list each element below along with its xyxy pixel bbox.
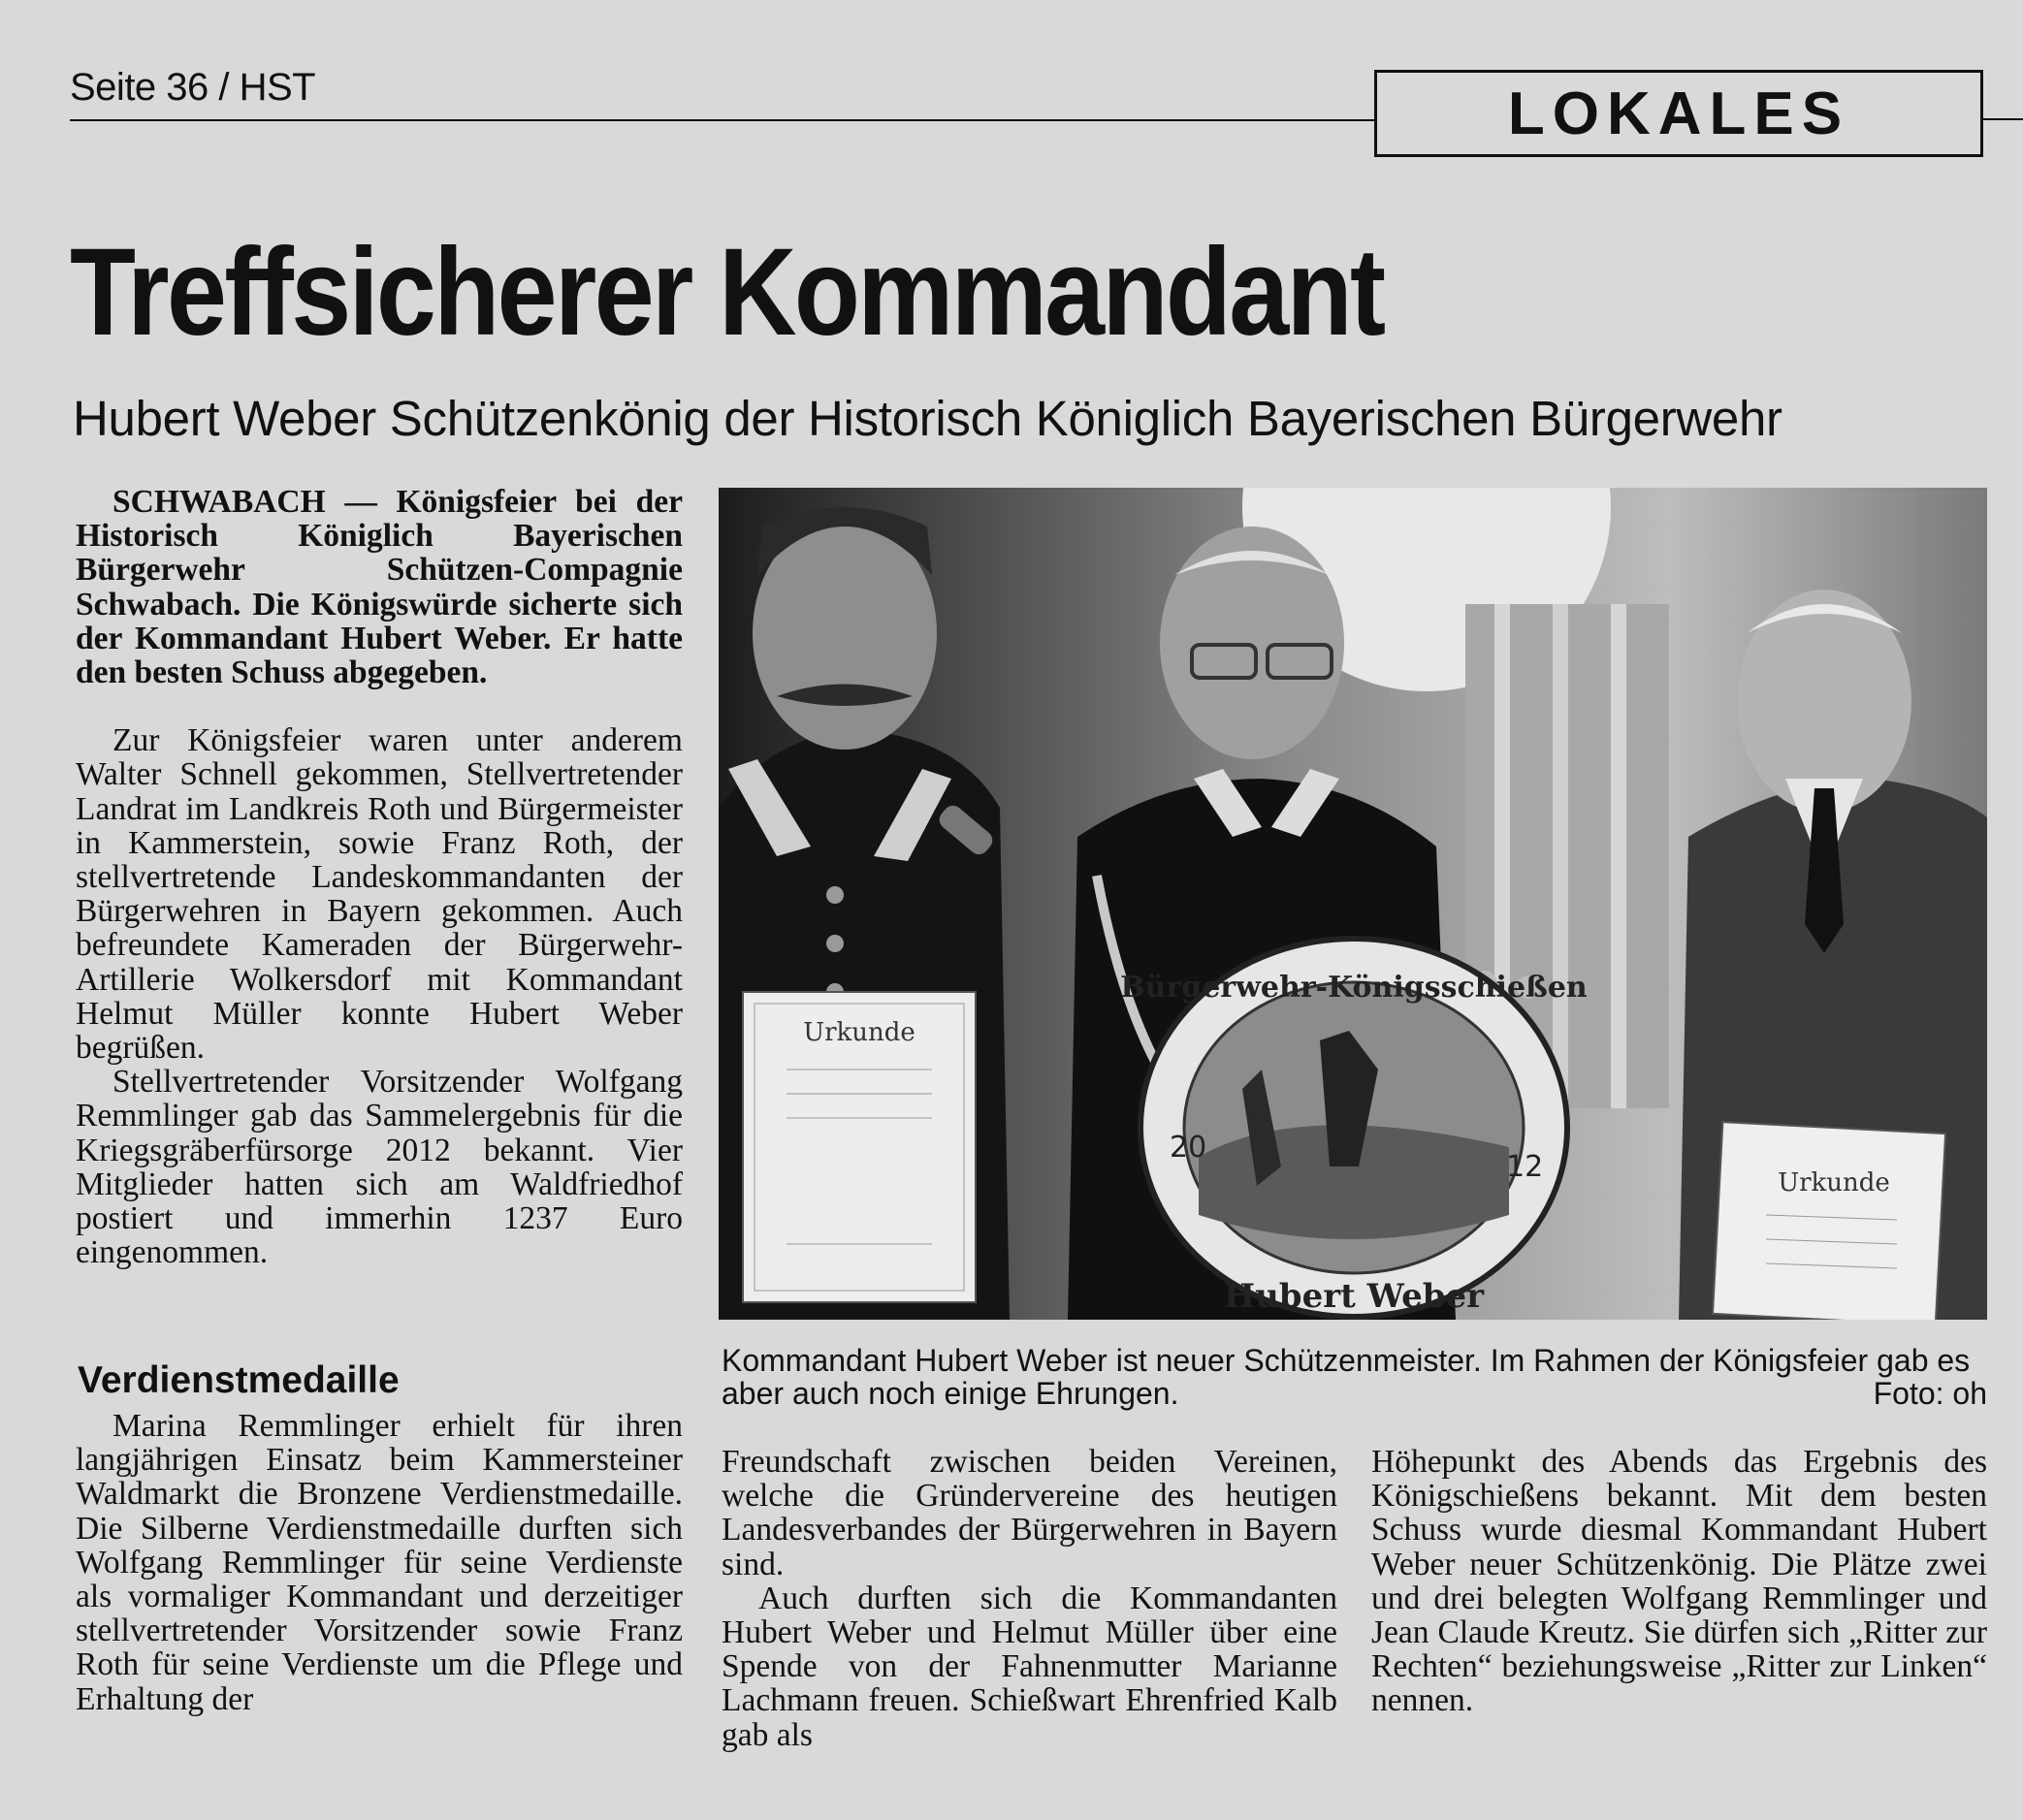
- caption-text: Kommandant Hubert Weber ist neuer Schützenmeister. Im Rahmen der Königsfeier gab es aber auch noch einige Ehrungen.: [722, 1343, 1971, 1411]
- paragraph-2: Stellvertretender Vorsitzender Wolfgang Remmlinger gab das Sammelergebnis für die Kriegsgräberfürsorge 2012 bekannt. Vier Mitglieder hatten sich am Waldfriedhof postiert und immerhin 1237 Euro eingenommen.: [76, 1064, 683, 1271]
- paragraph-5: Auch durften sich die Kommandanten Hubert Weber und Helmut Müller über eine Spende von der Fahnenmutter Marianne Lachmann freuen. Schießwart Ehrenfried Kalb gab als: [722, 1580, 1337, 1753]
- svg-text:20: 20: [1170, 1131, 1207, 1165]
- section-label-box: [1374, 70, 1983, 157]
- column-1-continued: [76, 1409, 683, 1716]
- paragraph-3: Marina Remmlinger erhielt für ihren langjährigen Einsatz beim Kammersteiner Waldmarkt die Bronzene Verdienstmedaille. Die Silberne Verdienstmedaille durften sich Wolfgang Remmlinger für seine Verdienste als vormaliger Kommandant und derzeitiger stellvertretender Vorsitzender sowie Franz Roth für seine Verdienste um die Pflege und Erhaltung der: [76, 1408, 683, 1717]
- certificate-left: [743, 992, 976, 1302]
- certificate-right: [1713, 1122, 1945, 1320]
- subheadline: Hubert Weber Schützenkönig der Historisch Königlich Bayerischen Bürgerwehr: [73, 391, 1782, 446]
- paragraph-4: Freundschaft zwischen beiden Vereinen, welche die Gründervereine des heutigen Landesverbandes der Bürgerwehren in Bayern sind.: [722, 1444, 1337, 1582]
- svg-text:Urkunde: Urkunde: [803, 1018, 915, 1047]
- article-photo: [719, 488, 1987, 1320]
- column-3: [1371, 1445, 1987, 1718]
- paragraph-6: Höhepunkt des Abends das Ergebnis des Königschießens bekannt. Mit dem besten Schuss wurde diesmal Kommandant Hubert Weber neuer Schützenkönig. Die Plätze zwei und drei belegten Wolfgang Remmlinger und Jean Claude Kreutz. Sie dürfen sich „Ritter zur Rechten“ beziehungsweise „Ritter zur Linken“ nennen.: [1371, 1444, 1987, 1719]
- svg-text:Bürgerwehr-Königsschießen: Bürgerwehr-Königsschießen: [1120, 971, 1588, 1005]
- paragraph-1: Zur Königsfeier waren unter anderem Walter Schnell gekommen, Stellvertretender Landrat im Landkreis Roth und Bürgermeister in Kammerstein, sowie Franz Roth, der stellvertretende Landeskommandanten der Bürgerwehren in Bayern gekommen. Auch befreundete Kameraden der Bürgerwehr-Artillerie Wolkersdorf mit Kommandant Helmut Müller konnte Hubert Weber begrüßen.: [76, 722, 683, 1067]
- lead-paragraph: SCHWABACH — Königsfeier bei der Historisch Königlich Bayerischen Bürgerwehr Schützen-Compagnie Schwabach. Die Königswürde sicherte sich der Kommandant Hubert Weber. Er hatte den besten Schuss abgegeben.: [76, 484, 683, 691]
- headline: Treffsicherer Kommandant: [70, 223, 1384, 362]
- header-rule: [70, 119, 1374, 121]
- subheading-verdienstmedaille: Verdienstmedaille: [78, 1359, 400, 1401]
- svg-text:Urkunde: Urkunde: [1778, 1168, 1890, 1197]
- column-2: [722, 1445, 1337, 1752]
- page-label: Seite 36 / HST: [70, 66, 316, 109]
- section-label: LOKALES: [1507, 80, 1850, 147]
- photo-credit: Foto: oh: [1873, 1376, 1987, 1411]
- column-1: [76, 485, 683, 1269]
- svg-text:12: 12: [1506, 1150, 1544, 1184]
- svg-text:Hubert Weber: Hubert Weber: [1223, 1277, 1485, 1316]
- header-rule-right: [1983, 118, 2023, 120]
- photo-caption: [722, 1344, 1987, 1410]
